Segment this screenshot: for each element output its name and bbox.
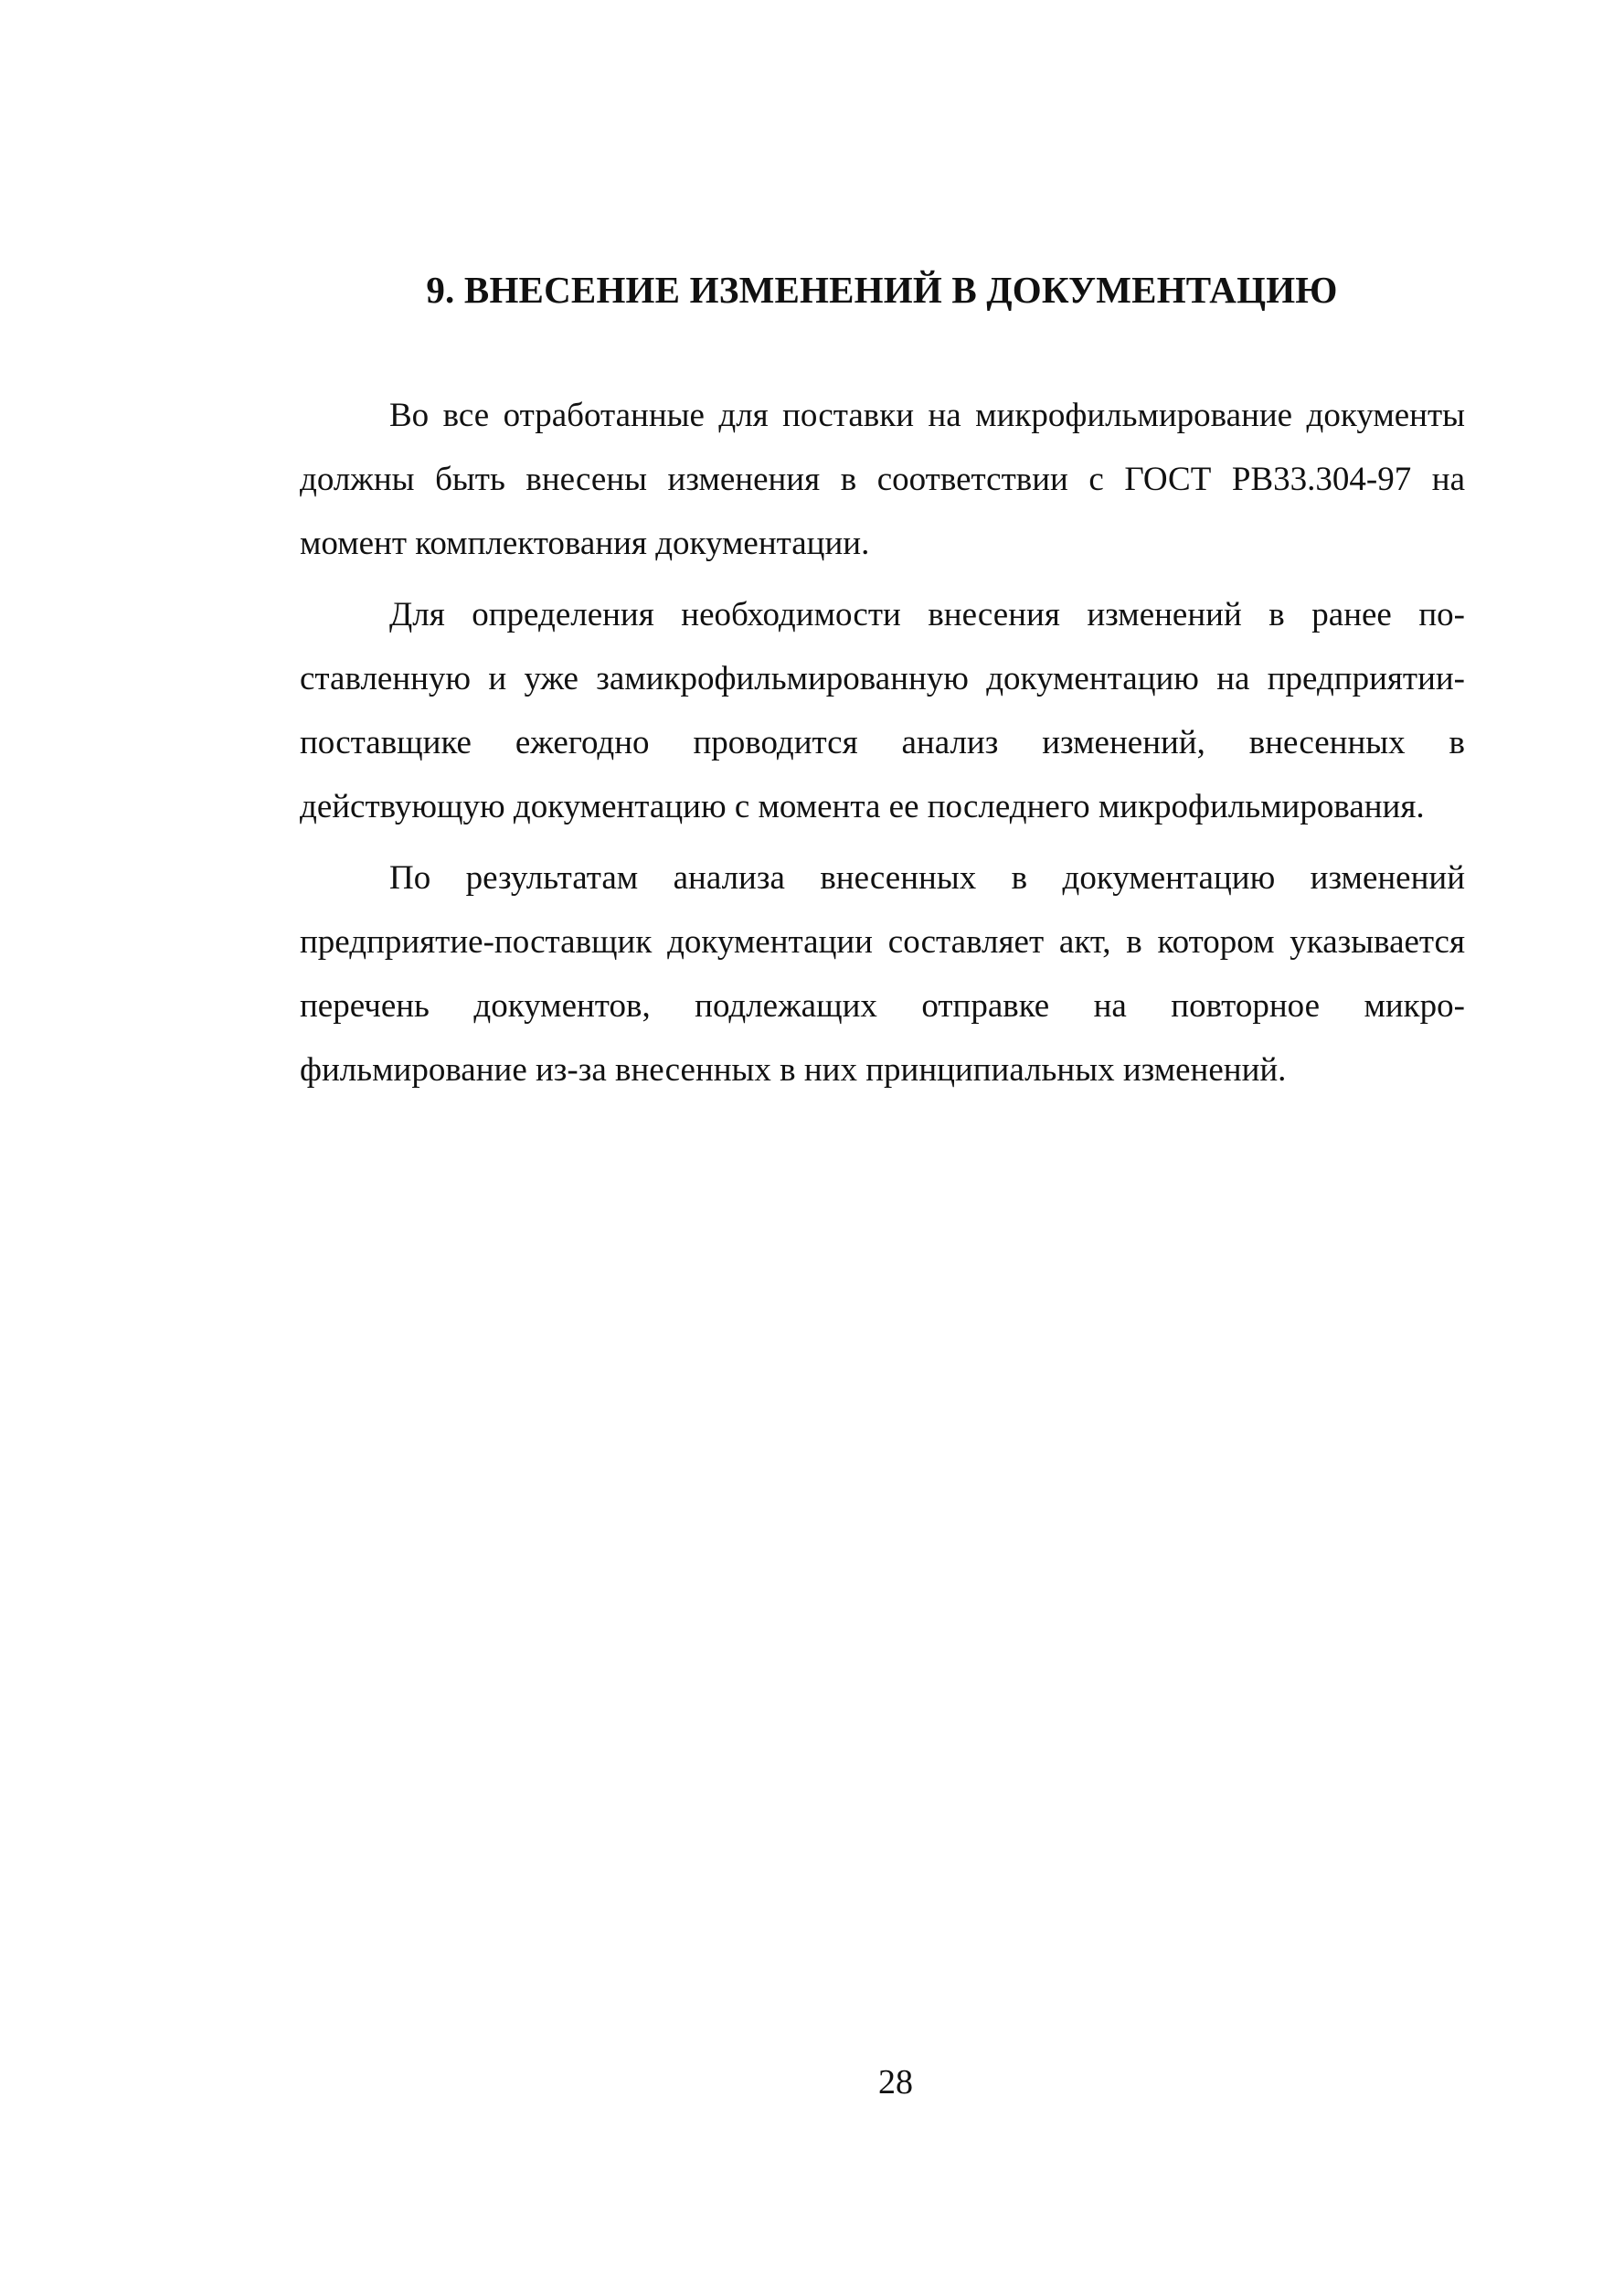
paragraph-2: Для определения необходимости внесения изменений в ранее поставленную и уже замикрофильмированную документацию на предприятии-поставщике ежегодно проводится анализ изменений, внесенных в действующую документацию с момента ее последнего микрофильмирования.	[300, 596, 1465, 825]
body-text	[300, 384, 1465, 1110]
paragraph-3: По результатам анализа внесенных в документацию изменений предприятие-поставщик документации составляет акт, в котором указывается перечень документов, подлежащих отправке на повторное микрофильмирование из-за внесенных в них принципиальных изменений.	[300, 859, 1465, 1089]
page-number: 28	[878, 2063, 913, 2101]
section-heading: 9. ВНЕСЕНИЕ ИЗМЕНЕНИЙ В ДОКУМЕНТАЦИЮ	[426, 269, 1338, 311]
paragraph-1: Во все отработанные для поставки на микрофильмирование документы должны быть внесены изменения в соответствии с ГОСТ РВ33.304-97 на момент комплектования документации.	[300, 397, 1465, 562]
